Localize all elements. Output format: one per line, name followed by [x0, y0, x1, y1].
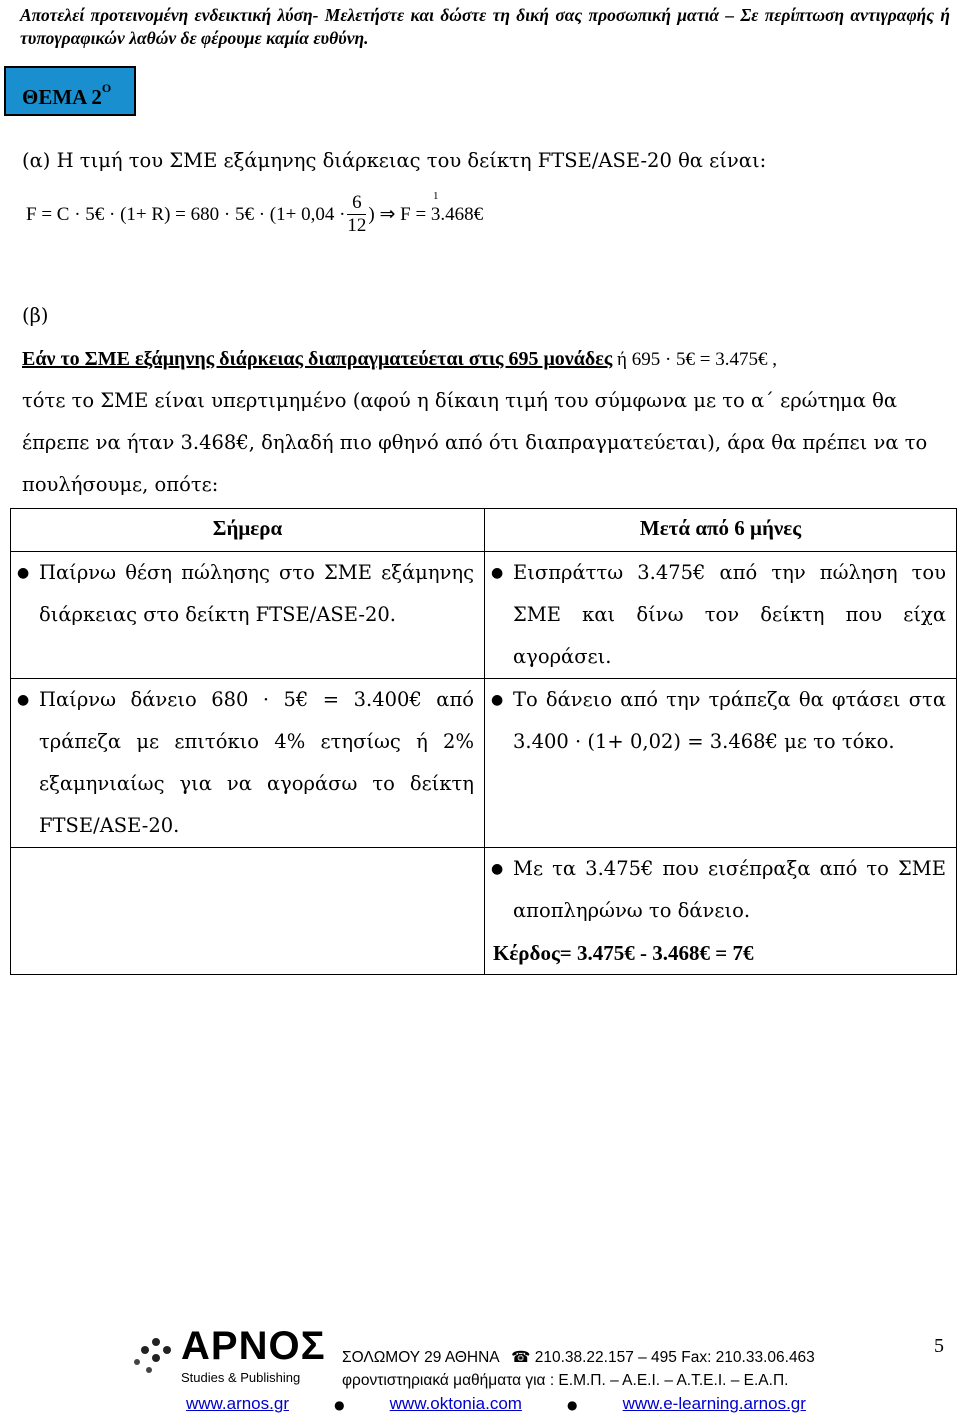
arnos-logo	[125, 1324, 326, 1388]
equation-left: F = C · 5€ · (1+ R) = 680 · 5€ · (1+ 0,04 ·	[26, 203, 346, 225]
cell-today-2	[11, 679, 485, 848]
part-b-line4: πουλήσουμε, οπότε:	[22, 473, 219, 496]
link-arnos[interactable]: www.arnos.gr	[186, 1394, 289, 1413]
cell-today-3	[11, 848, 485, 975]
cell-later-1	[485, 552, 957, 679]
bullet-icon: ●	[491, 692, 504, 708]
cell-later-3	[485, 848, 957, 975]
header-after-6-months: Μετά από 6 μήνες	[485, 509, 957, 552]
logo-subtext: Studies & Publishing	[181, 1370, 301, 1385]
logo-text: ΑΡΝΟΣ	[181, 1324, 326, 1368]
today-action-1: Παίρνω θέση πώλησης στο ΣΜΕ εξάμηνης διάρκειας στο δείκτη FTSE/ASE-20.	[39, 561, 474, 626]
separator-dot: ●	[334, 1398, 345, 1412]
equation-exponent: 1	[433, 190, 439, 202]
equation-right: ) ⇒ F = 3.468€	[368, 204, 484, 225]
disclaimer: Αποτελεί προτεινομένη ενδεικτική λύση- Μελετήστε και δώστε τη δική σας προσωπική ματιά – Σε περίπτωση αντιγραφής ή τυπογραφικών λαθών δε φέρουμε καμία ευθύνη.	[20, 5, 950, 48]
later-action-2: Το δάνειο από την τράπεζα θα φτάσει στα 3.400 · (1+ 0,02) = 3.468€ με το τόκο.	[513, 688, 946, 753]
footer-address: ΣΟΛΩΜΟΥ 29 ΑΘΗΝΑ	[342, 1349, 499, 1366]
fraction-numerator: 6	[347, 192, 366, 215]
arbitrage-table	[10, 508, 957, 975]
part-b-lead	[22, 338, 777, 381]
equation-fraction	[347, 192, 366, 237]
fraction-denominator: 12	[347, 215, 367, 236]
topic-label: ΘΕΜΑ 2	[22, 85, 102, 109]
part-b-lead-rest: ή 695 · 5€ = 3.475€ ,	[612, 349, 777, 370]
bullet-icon: ●	[17, 565, 30, 581]
later-action-3: Με τα 3.475€ που εισέπραξα από το ΣΜΕ αποπληρώνω το δάνειο.	[513, 857, 946, 922]
topic-sup: Ο	[101, 81, 112, 95]
cell-later-2	[485, 679, 957, 848]
footer-services: φροντιστηριακά μαθήματα για : Ε.Μ.Π. – Α.Ε.Ι. – Α.Τ.Ε.Ι. – Ε.Α.Π.	[342, 1372, 789, 1389]
separator-dot: ●	[567, 1398, 578, 1412]
header-today: Σήμερα	[11, 509, 485, 552]
profit-line: Κέρδος= 3.475€ - 3.468€ = 7€	[493, 941, 754, 965]
part-a-equation	[26, 192, 483, 237]
link-oktonia[interactable]: www.oktonia.com	[389, 1394, 522, 1413]
part-a-intro: (α) Η τιμή του ΣΜΕ εξάμηνης διάρκειας του δείκτη FTSE/ASE-20 θα είναι:	[22, 149, 767, 172]
link-elearning[interactable]: www.e-learning.arnos.gr	[622, 1394, 806, 1413]
footer-phone: 210.38.22.157 – 495 Fax: 210.33.06.463	[534, 1349, 815, 1366]
part-b-label: (β)	[22, 304, 49, 327]
bullet-icon: ●	[491, 565, 504, 581]
cell-today-1	[11, 552, 485, 679]
part-b-line2: τότε το ΣΜΕ είναι υπερτιμημένο (αφού η δίκαιη τιμή του σύμφωνα με το α΄ ερώτημα θα	[22, 389, 897, 412]
page-number: 5	[934, 1335, 944, 1357]
later-action-1: Εισπράττω 3.475€ από την πώληση του ΣΜΕ και δίνω τον δείκτη που είχα αγοράσει.	[513, 561, 946, 668]
part-b-line3: έπρεπε να ήταν 3.468€, δηλαδή πιο φθηνό από ότι διαπραγματεύεται), άρα θα πρέπει να το	[22, 431, 928, 454]
footer-links	[186, 1394, 806, 1414]
bullet-icon: ●	[17, 692, 30, 708]
footer-contact	[342, 1348, 815, 1367]
phone-icon: ☎	[511, 1349, 531, 1366]
bullet-icon: ●	[491, 861, 504, 877]
today-action-2: Παίρνω δάνειο 680 · 5€ = 3.400€ από τράπεζα με επιτόκιο 4% ετησίως ή 2% εξαμηνιαίως για να αγοράσω το δείκτη FTSE/ASE-20.	[39, 688, 474, 837]
part-b-lead-bold: Εάν το ΣΜΕ εξάμηνης διάρκειας διαπραγματεύεται στις 695 μονάδες	[22, 348, 613, 370]
topic-heading	[4, 66, 136, 116]
